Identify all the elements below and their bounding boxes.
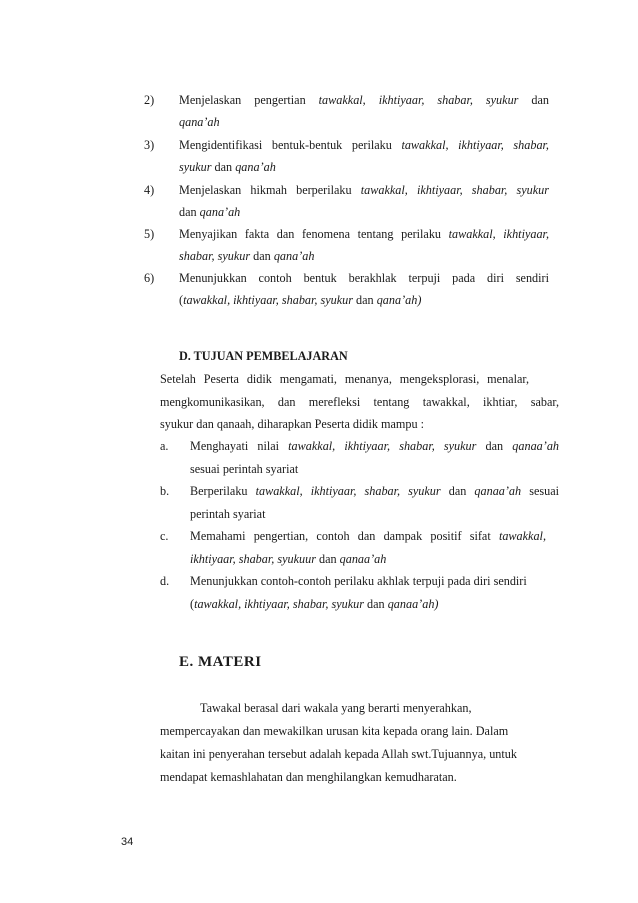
list-letter: a. — [160, 439, 169, 453]
list-letter: b. — [160, 484, 170, 498]
list-item — [0, 92, 638, 132]
list-text-cont: (tawakkal, ikhtiyaar, shabar, syukur dan qana’ah) — [179, 293, 422, 307]
list-text-cont: syukur dan qana’ah — [179, 160, 276, 174]
paragraph-line: kaitan ini penyerahan tersebut adalah kepada Allah swt.Tujuannya, untuk — [160, 747, 517, 761]
list-item — [0, 137, 638, 177]
list-text: Menghayati nilai tawakkal, ikhtiyaar, shabar, syukur dan qanaa’ah — [190, 439, 560, 453]
list-item — [0, 270, 638, 310]
section-d-heading: D. TUJUAN PEMBELAJARAN — [179, 349, 348, 363]
list-text-cont: sesuai perintah syariat — [190, 462, 299, 476]
list-text: Menjelaskan hikmah berperilaku tawakkal, ikhtiyaar, shabar, syukur — [179, 183, 549, 197]
list-text-cont: shabar, syukur dan qana’ah — [179, 249, 315, 263]
list-number: 6) — [144, 271, 155, 285]
section-e-heading: E. MATERI — [179, 654, 262, 670]
list-text-cont: qana’ah — [179, 115, 220, 129]
paragraph-line: Tawakal berasal dari wakala yang berarti menyerahkan, — [200, 701, 472, 715]
list-item — [0, 182, 638, 222]
list-item — [0, 438, 638, 478]
list-text: Menyajikan fakta dan fenomena tentang perilaku tawakkal, ikhtiyaar, — [179, 227, 549, 241]
list-text-cont: ikhtiyaar, shabar, syukuur dan qanaa’ah — [190, 552, 387, 566]
section-d-intro-line: Setelah Peserta didik mengamati, menanya, mengeksplorasi, menalar, — [160, 372, 529, 386]
page-number: 34 — [121, 836, 134, 848]
section-d-intro-line: mengkomunikasikan, dan merefleksi tentang tawakkal, ikhtiar, sabar, — [160, 395, 559, 409]
list-item — [0, 573, 638, 613]
paragraph-line: mempercayakan dan mewakilkan urusan kita kepada orang lain. Dalam — [160, 724, 509, 738]
list-letter: d. — [160, 574, 170, 588]
list-text: Memahami pengertian, contoh dan dampak positif sifat tawakkal, — [190, 529, 546, 543]
list-text: Mengidentifikasi bentuk-bentuk perilaku tawakkal, ikhtiyaar, shabar, — [179, 138, 549, 152]
section-d-intro-line: syukur dan qanaah, diharapkan Peserta didik mampu : — [160, 417, 424, 431]
list-number: 4) — [144, 183, 155, 197]
list-text: Menunjukkan contoh bentuk berakhlak terpuji pada diri sendiri — [179, 271, 549, 285]
list-number: 2) — [144, 93, 155, 107]
list-item — [0, 483, 638, 523]
list-item — [0, 226, 638, 266]
list-text: Berperilaku tawakkal, ikhtiyaar, shabar, syukur dan qanaa’ah sesuai — [190, 484, 559, 498]
list-text-cont: (tawakkal, ikhtiyaar, shabar, syukur dan qanaa’ah) — [190, 597, 439, 611]
paragraph-line: mendapat kemashlahatan dan menghilangkan kemudharatan. — [160, 770, 457, 784]
list-text-cont: dan qana’ah — [179, 205, 241, 219]
list-text: Menunjukkan contoh-contoh perilaku akhlak terpuji pada diri sendiri — [190, 574, 527, 588]
list-text: Menjelaskan pengertian tawakkal, ikhtiyaar, shabar, syukur dan — [179, 93, 549, 107]
list-number: 3) — [144, 138, 155, 152]
list-text-cont: perintah syariat — [190, 507, 266, 521]
list-item — [0, 528, 638, 568]
list-letter: c. — [160, 529, 169, 543]
list-number: 5) — [144, 227, 155, 241]
